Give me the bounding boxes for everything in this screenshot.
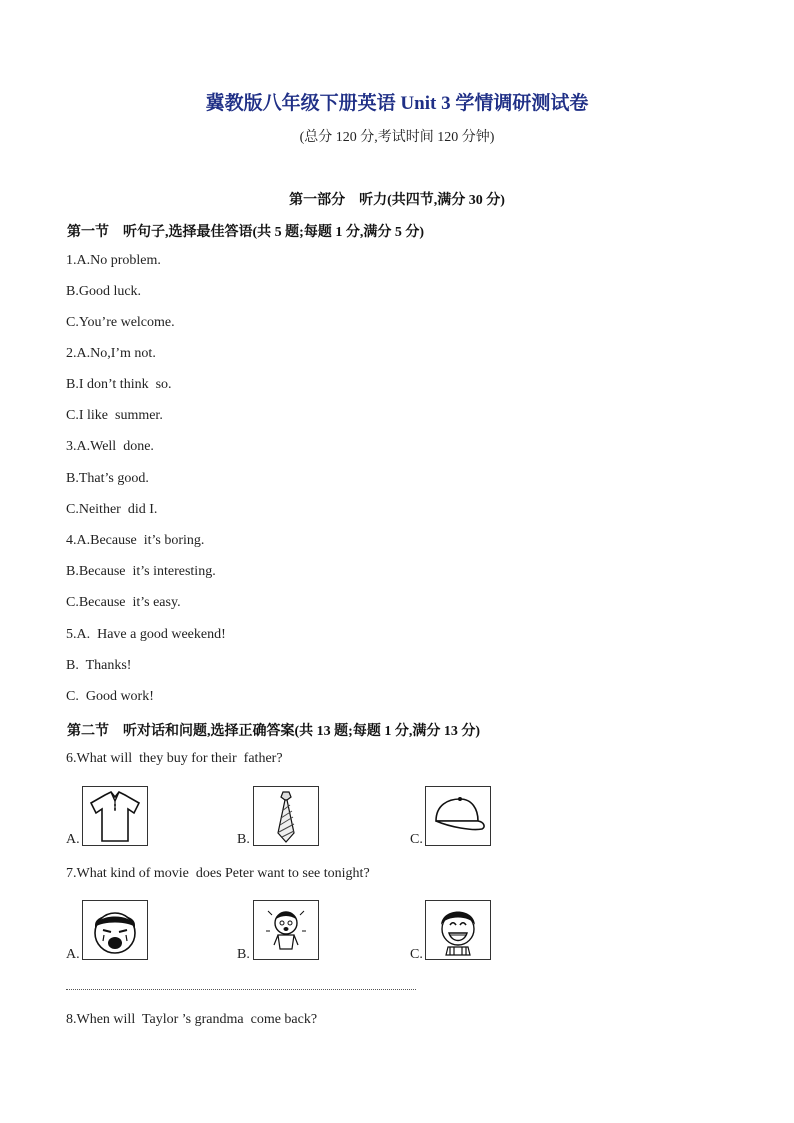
polo-shirt-icon bbox=[82, 786, 148, 846]
option-line: C.I like summer. bbox=[66, 408, 163, 423]
crying-face-icon bbox=[82, 900, 148, 960]
necktie-icon bbox=[253, 786, 319, 846]
divider bbox=[66, 989, 416, 990]
option-line: C.Neither did I. bbox=[66, 502, 158, 517]
option-line: 1.A.No problem. bbox=[66, 253, 161, 268]
option-a-label: A. bbox=[66, 947, 80, 962]
option-a-label: A. bbox=[66, 832, 80, 847]
option-line: B.Because it’s interesting. bbox=[66, 564, 216, 579]
question-6: 6.What will they buy for their father? bbox=[66, 751, 283, 766]
option-line: 4.A.Because it’s boring. bbox=[66, 533, 205, 548]
section-heading: 第二节 听对话和问题,选择正确答案(共 13 题;每题 1 分,满分 13 分) bbox=[67, 724, 480, 739]
question-7: 7.What kind of movie does Peter want to see tonight? bbox=[66, 866, 370, 881]
part-heading: 第一部分 听力(共四节,满分 30 分) bbox=[289, 193, 505, 208]
option-line: 5.A. Have a good weekend! bbox=[66, 627, 226, 642]
option-line: B.I don’t think so. bbox=[66, 377, 172, 392]
option-line: B.Good luck. bbox=[66, 284, 142, 299]
option-line: C.Because it’s easy. bbox=[66, 595, 181, 610]
option-line: B. Thanks! bbox=[66, 658, 132, 673]
page-subtitle: (总分 120 分,考试时间 120 分钟) bbox=[299, 130, 495, 145]
cap-icon bbox=[425, 786, 491, 846]
question-8: 8.When will Taylor ’s grandma come back? bbox=[66, 1012, 318, 1027]
option-line: C. Good work! bbox=[66, 689, 154, 704]
option-c-label: C. bbox=[410, 832, 423, 847]
scared-face-icon bbox=[253, 900, 319, 960]
option-b-label: B. bbox=[237, 947, 250, 962]
page-title: 冀教版八年级下册英语 Unit 3 学情调研测试卷 bbox=[205, 93, 589, 114]
option-line: B.That’s good. bbox=[66, 471, 149, 486]
option-line: 2.A.No,I’m not. bbox=[66, 346, 156, 361]
option-line: 3.A.Well done. bbox=[66, 439, 154, 454]
option-line: C.You’re welcome. bbox=[66, 315, 175, 330]
laughing-face-icon bbox=[425, 900, 491, 960]
option-c-label: C. bbox=[410, 947, 423, 962]
option-b-label: B. bbox=[237, 832, 250, 847]
section-heading: 第一节 听句子,选择最佳答语(共 5 题;每题 1 分,满分 5 分) bbox=[67, 225, 424, 240]
